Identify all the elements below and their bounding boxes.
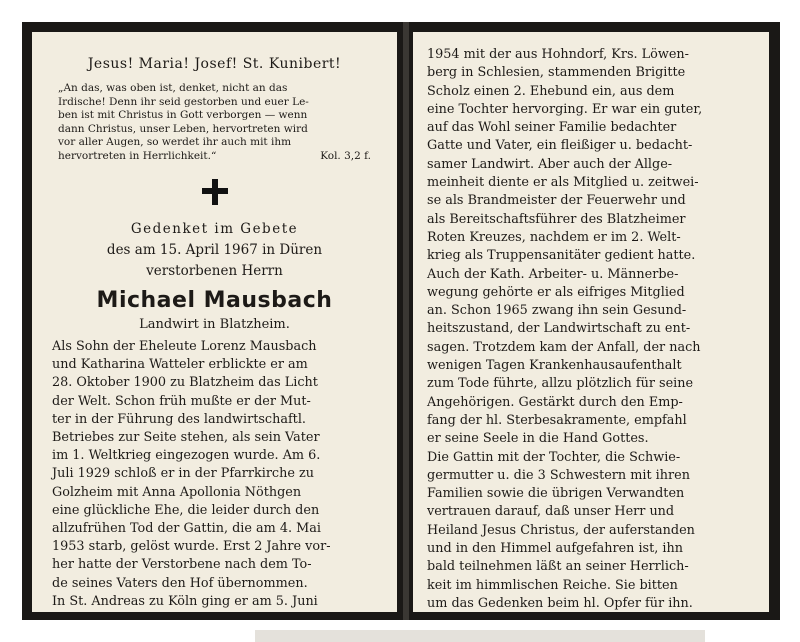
scan-edge-strip xyxy=(255,630,705,642)
quote-line: hervortreten in Herrlichkeit.“ xyxy=(58,149,217,162)
text-line: berg in Schlesien, stammenden Brigitte xyxy=(427,65,686,81)
memorial-card xyxy=(22,22,780,620)
text-line: Als Sohn der Eheleute Lorenz Mausbach xyxy=(52,339,317,354)
remembrance-block xyxy=(52,219,377,282)
text-line: heitszustand, der Landwirtschaft zu ent- xyxy=(427,321,691,337)
text-line: Familien sowie die übrigen Verwandten xyxy=(427,486,685,502)
deceased-name: Michael Mausbach xyxy=(96,288,333,313)
invocation: Jesus! Maria! Josef! St. Kunibert! xyxy=(87,56,342,72)
text-line: Heiland Jesus Christus, der auferstanden xyxy=(427,522,695,538)
occupation: Landwirt in Blatzheim. xyxy=(139,317,290,332)
quote-line: dann Christus, unser Leben, hervortreten wird xyxy=(58,122,308,135)
text-line: 1953 starb, gelöst wurde. Erst 2 Jahre vor- xyxy=(52,539,331,555)
quote-line: „An das, was oben ist, denket, nicht an das xyxy=(58,82,288,94)
text-line: sagen. Trotzdem kam der Anfall, der nach xyxy=(427,339,701,355)
text-line: Die Gattin mit der Tochter, die Schwie- xyxy=(427,449,681,465)
text-line: samer Landwirt. Aber auch der Allge- xyxy=(427,156,673,172)
biography-right xyxy=(427,46,759,612)
text-line: Scholz einen 2. Ehebund ein, aus dem xyxy=(427,83,675,99)
text-line: Auch der Kath. Arbeiter- u. Männerbe- xyxy=(427,266,679,282)
bible-quote xyxy=(58,82,371,163)
text-line: und Katharina Watteler erblickte er am xyxy=(52,357,308,373)
text-line: Betriebes zur Seite stehen, als sein Vater xyxy=(52,430,320,446)
biography-left xyxy=(52,338,377,611)
quote-reference: Kol. 3,2 f. xyxy=(320,149,371,162)
deceased-line: verstorbenen Herrn xyxy=(146,263,283,279)
quote-line: vor aller Augen, so werdet ihr auch mit ihm xyxy=(58,136,292,148)
text-line: her hatte der Verstorbene nach dem To- xyxy=(52,557,312,573)
text-line: er seine Seele in die Hand Gottes. xyxy=(427,431,649,447)
text-line: im 1. Weltkrieg eingezogen wurde. Am 6. xyxy=(52,448,321,464)
text-line: Gatte und Vater, ein fleißiger u. bedacht- xyxy=(427,138,693,154)
text-line: eine glückliche Ehe, die leider durch den xyxy=(52,502,320,518)
text-line: Roten Kreuzes, nachdem er im 2. Welt- xyxy=(427,229,681,245)
text-line: se als Brandmeister der Feuerwehr und xyxy=(427,193,686,209)
text-line: In St. Andreas zu Köln ging er am 5. Juni xyxy=(52,593,318,609)
text-line: krieg als Truppensanitäter gedient hatte. xyxy=(427,248,696,264)
text-line: zum Tode führte, allzu plötzlich für seine xyxy=(427,376,694,392)
text-line: und in den Himmel aufgefahren ist, ihn xyxy=(427,541,683,557)
text-line: wegung gehörte er als eifriges Mitglied xyxy=(427,284,685,300)
text-line: allzufrühen Tod der Gattin, die am 4. Mai xyxy=(52,521,321,537)
text-line: de seines Vaters den Hof übernommen. xyxy=(52,575,308,591)
text-line: germutter u. die 3 Schwestern mit ihren xyxy=(427,467,690,483)
quote-line: Irdische! Denn ihr seid gestorben und euer Le- xyxy=(58,95,309,108)
text-line: der Welt. Schon früh mußte er der Mut- xyxy=(52,393,311,409)
text-line: 1954 mit der aus Hohndorf, Krs. Löwen- xyxy=(427,47,689,62)
text-line: auf das Wohl seiner Familie bedachter xyxy=(427,120,677,136)
text-line: als Bereitschaftsführer des Blatzheimer xyxy=(427,211,686,227)
text-line: an. Schon 1965 zwang ihn sein Gesund- xyxy=(427,303,687,319)
remembrance-heading: Gedenket im Gebete xyxy=(130,221,299,237)
text-line: Juli 1929 schloß er in der Pfarrkirche zu xyxy=(52,466,314,482)
text-line: eine Tochter hervorging. Er war ein guter, xyxy=(427,101,703,117)
card-fold xyxy=(403,22,409,620)
text-line: wenigen Tagen Krankenhausaufenthalt xyxy=(427,358,682,374)
text-line: um das Gedenken beim hl. Opfer für ihn. xyxy=(427,595,693,611)
cross-icon xyxy=(202,179,228,205)
text-line: Golzheim mit Anna Apollonia Nöthgen xyxy=(52,484,302,500)
right-page xyxy=(413,32,769,612)
text-line: meinheit diente er als Mitglied u. zeitwei- xyxy=(427,175,699,191)
text-line: keit im himmlischen Reiche. Sie bitten xyxy=(427,577,678,593)
text-line: ter in der Führung des landwirtschaftl. xyxy=(52,411,306,427)
death-line: des am 15. April 1967 in Düren xyxy=(106,242,323,258)
text-line: vertrauen darauf, daß unser Herr und xyxy=(427,504,675,520)
text-line: Angehörigen. Gestärkt durch den Emp- xyxy=(427,394,683,410)
quote-line: ben ist mit Christus in Gott verborgen — wenn xyxy=(58,109,308,121)
text-line: 28. Oktober 1900 zu Blatzheim das Licht xyxy=(52,375,318,391)
quote-line-last xyxy=(58,150,371,164)
text-line: fang der hl. Sterbesakramente, empfahl xyxy=(427,412,687,428)
text-line: bald teilnehmen läßt an seiner Herrlich- xyxy=(427,559,689,575)
left-page xyxy=(32,32,397,612)
